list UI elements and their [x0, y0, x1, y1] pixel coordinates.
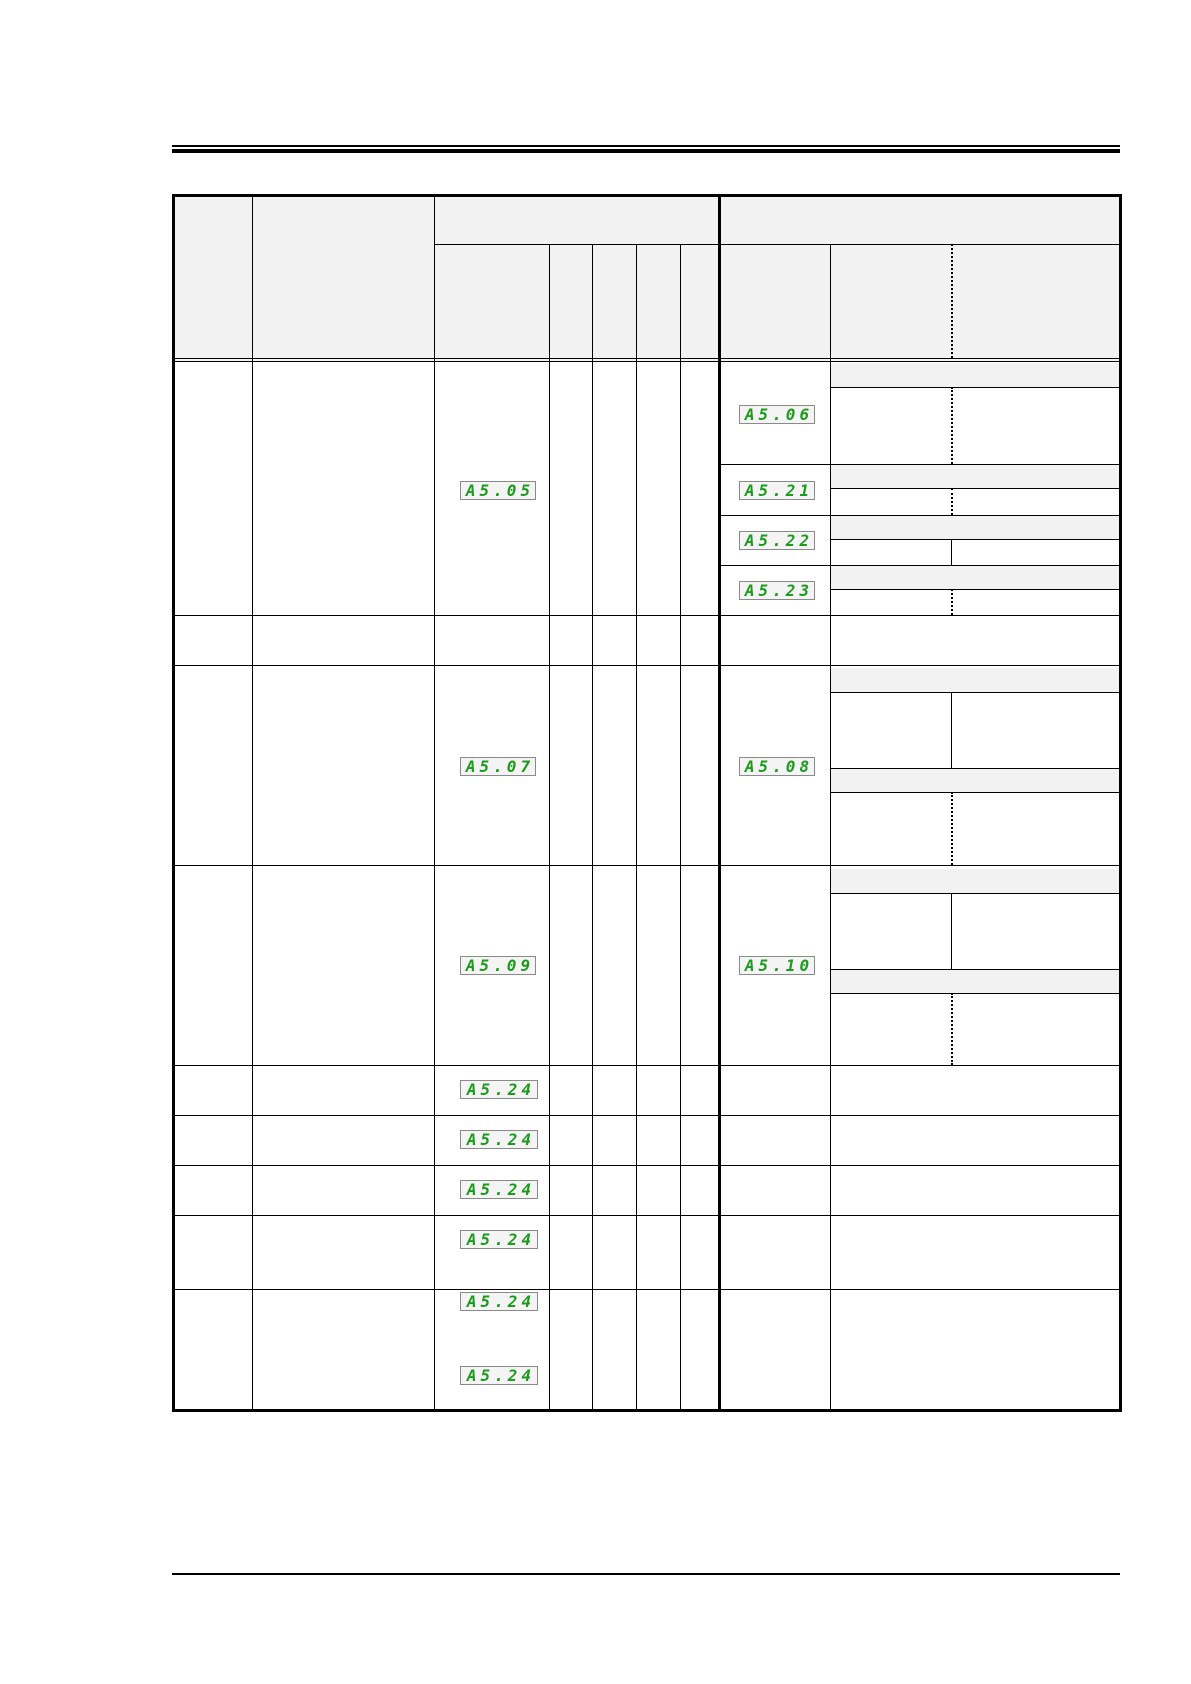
dotted-divider — [951, 488, 953, 515]
segment-display-a5-06: A5.06 — [739, 405, 815, 424]
segment-display-a5-09: A5.09 — [460, 956, 536, 975]
band-line — [831, 539, 1122, 540]
col-line — [592, 244, 593, 1412]
solid-divider — [951, 539, 952, 565]
col-divider — [718, 194, 721, 1412]
segment-display-a5-23: A5.23 — [739, 581, 815, 600]
band-line — [831, 387, 1122, 388]
solid-divider — [951, 893, 952, 969]
col-line — [549, 244, 550, 1412]
subrow-line — [720, 515, 1122, 516]
col-line — [830, 244, 831, 1412]
segment-display-a5-22: A5.22 — [739, 531, 815, 550]
row-line — [172, 665, 1122, 666]
row-line — [172, 865, 1122, 866]
col-line — [252, 194, 253, 1412]
solid-divider — [951, 692, 952, 768]
table-header-shading — [175, 197, 1119, 362]
row-line — [172, 1115, 1122, 1116]
band-line — [831, 993, 1122, 994]
subheader-band — [831, 565, 1119, 589]
row-line — [172, 1065, 1122, 1066]
segment-display-a5-24: A5.24 — [460, 1180, 538, 1199]
segment-display-a5-24: A5.24 — [460, 1292, 538, 1311]
dotted-divider — [951, 589, 953, 615]
subheader-band — [831, 515, 1119, 539]
segment-display-a5-08: A5.08 — [739, 757, 815, 776]
col-line — [434, 194, 435, 1412]
segment-display-a5-10: A5.10 — [739, 956, 815, 975]
dotted-divider — [951, 244, 953, 358]
row-line — [172, 1289, 1122, 1290]
header-bottom-rule — [172, 358, 1122, 362]
segment-display-a5-07: A5.07 — [460, 757, 536, 776]
dotted-divider — [951, 993, 953, 1065]
subrow-line — [720, 464, 1122, 465]
subrow-line — [720, 565, 1122, 566]
band-line — [831, 692, 1122, 693]
subheader-band — [831, 668, 1119, 692]
segment-display-a5-24: A5.24 — [460, 1230, 538, 1249]
segment-display-a5-05: A5.05 — [460, 481, 536, 500]
band-line — [831, 589, 1122, 590]
segment-display-a5-24: A5.24 — [460, 1130, 538, 1149]
row-line — [172, 1215, 1122, 1216]
row-line — [172, 615, 1122, 616]
segment-display-a5-24: A5.24 — [460, 1366, 538, 1385]
header-line — [434, 244, 1122, 245]
dotted-divider — [951, 792, 953, 865]
subheader-band — [831, 768, 1119, 792]
dotted-divider — [951, 387, 953, 464]
band-line — [831, 768, 1122, 769]
segment-display-a5-24: A5.24 — [460, 1080, 538, 1099]
col-line — [636, 244, 637, 1412]
footer-rule — [172, 1573, 1120, 1575]
band-line — [831, 969, 1122, 970]
row-line — [172, 1165, 1122, 1166]
parameter-table — [172, 194, 1122, 1412]
header-double-rule — [172, 145, 1120, 153]
subheader-band — [831, 969, 1119, 993]
col-line — [680, 244, 681, 1412]
band-line — [831, 792, 1122, 793]
band-line — [831, 893, 1122, 894]
subheader-band — [831, 464, 1119, 488]
subheader-band — [831, 869, 1119, 893]
subheader-band — [831, 363, 1119, 387]
segment-display-a5-21: A5.21 — [739, 481, 815, 500]
band-line — [831, 488, 1122, 489]
